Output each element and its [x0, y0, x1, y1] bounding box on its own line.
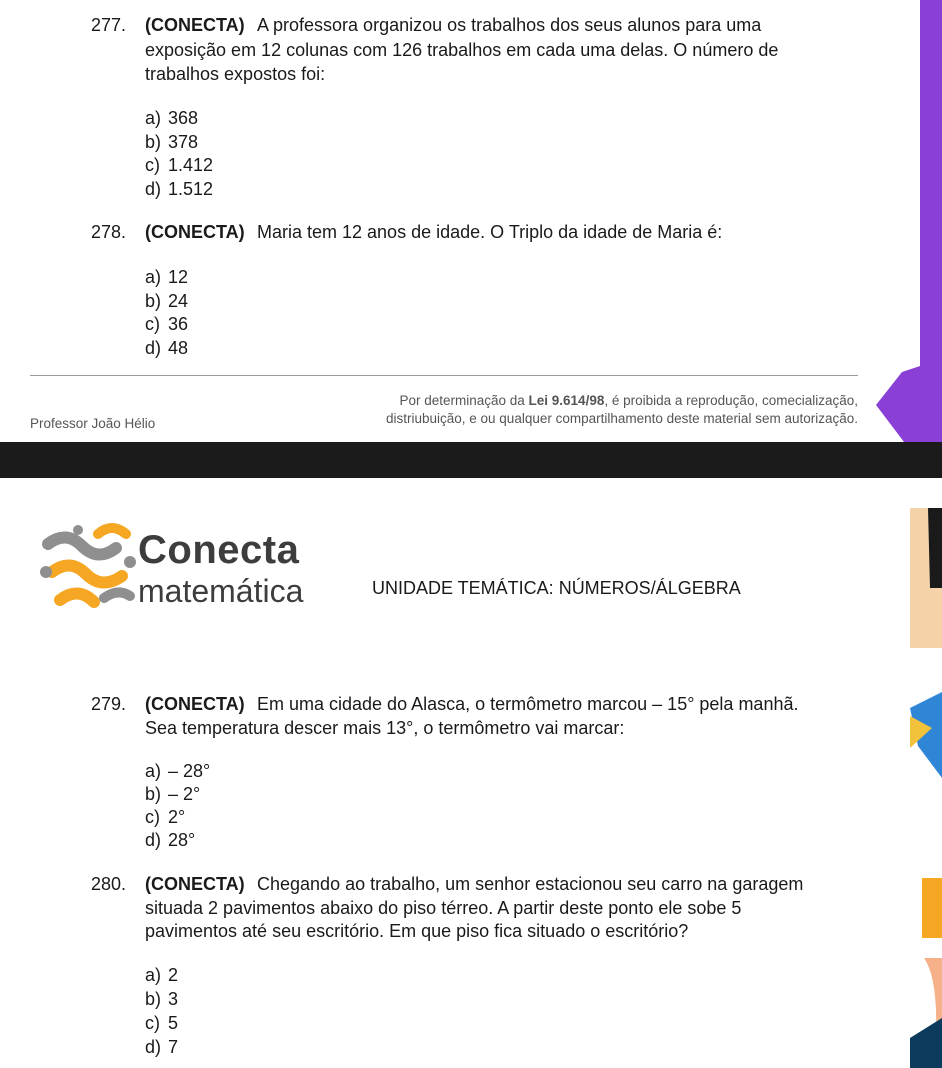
question-text-line: Em uma cidade do Alasca, o termômetro marcou – 15° pela manhã.	[257, 694, 799, 714]
option-value: 24	[168, 291, 189, 311]
option-letter: b)	[145, 784, 162, 804]
question-text-line: pavimentos até seu escritório. Em que piso fica situado o escritório?	[145, 921, 689, 941]
legal-text: Por determinação da	[399, 393, 529, 408]
option-letter: c)	[145, 314, 160, 334]
edge-decoration	[910, 478, 942, 1068]
option-letter: b)	[145, 132, 162, 152]
option-letter: a)	[145, 965, 162, 985]
question-number: 280.	[91, 874, 127, 894]
question-text-line: exposição em 12 colunas com 126 trabalhos em cada uma delas. O número de	[145, 40, 779, 60]
question-text-line: Maria tem 12 anos de idade. O Triplo da idade de Maria é:	[257, 222, 723, 242]
question-number: 278.	[91, 222, 127, 242]
option-value: 5	[168, 1013, 179, 1033]
option-value: – 2°	[168, 784, 201, 804]
brand-name: Conecta	[138, 528, 300, 572]
footer-legal-line-2: distriubuição, e ou qualquer compartilhamento deste material sem autorização.	[385, 411, 858, 426]
footer-divider	[30, 375, 858, 376]
question-source: (CONECTA)	[145, 222, 245, 242]
question-number: 277.	[91, 15, 127, 35]
option-value: 48	[168, 338, 189, 358]
option-value: 28°	[168, 830, 196, 850]
option-value: 2	[168, 965, 179, 985]
footer-author: Professor João Hélio	[30, 416, 156, 431]
question-source: (CONECTA)	[145, 694, 245, 714]
question-number: 279.	[91, 694, 127, 714]
option-value: 1.412	[168, 155, 214, 175]
brand-subtitle: matemática	[138, 573, 304, 609]
option-value: 378	[168, 132, 199, 152]
option-letter: d)	[145, 338, 162, 358]
option-letter: c)	[145, 155, 160, 175]
option-value: 3	[168, 989, 179, 1009]
option-letter: c)	[145, 807, 160, 827]
option-value: 7	[168, 1037, 179, 1057]
option-value: 2°	[168, 807, 186, 827]
option-letter: a)	[145, 761, 162, 781]
option-value: 12	[168, 267, 189, 287]
option-value: – 28°	[168, 761, 211, 781]
option-letter: a)	[145, 267, 162, 287]
option-value: 1.512	[168, 179, 214, 199]
option-letter: b)	[145, 291, 162, 311]
question-text-line: Sea temperatura descer mais 13°, o termômetro vai marcar:	[145, 718, 625, 738]
side-tab-label: MATEMÁTICA	[873, 40, 906, 295]
question-source: (CONECTA)	[145, 15, 245, 35]
option-letter: d)	[145, 1037, 162, 1057]
unit-title: UNIDADE TEMÁTICA: NÚMEROS/ÁLGEBRA	[372, 578, 741, 598]
question-text-line: A professora organizou os trabalhos dos seus alunos para uma	[257, 15, 762, 35]
option-letter: c)	[145, 1013, 160, 1033]
option-value: 36	[168, 314, 189, 334]
question-text-line: trabalhos expostos foi:	[145, 64, 326, 84]
conecta-logo-icon	[38, 522, 138, 614]
option-value: 368	[168, 108, 199, 128]
question-text-line: situada 2 pavimentos abaixo do piso térreo. A partir deste ponto ele sobe 5	[145, 898, 742, 918]
legal-law: Lei 9.614/98	[528, 393, 605, 408]
option-letter: d)	[145, 179, 162, 199]
footer-legal-line-1	[399, 393, 858, 408]
legal-text: , é proibida a reprodução, comecialização,	[604, 393, 858, 408]
question-text-line: Chegando ao trabalho, um senhor estacionou seu carro na garagem	[257, 874, 804, 894]
option-letter: d)	[145, 830, 162, 850]
option-letter: a)	[145, 108, 162, 128]
option-letter: b)	[145, 989, 162, 1009]
page-separator	[0, 442, 942, 478]
question-source: (CONECTA)	[145, 874, 245, 894]
